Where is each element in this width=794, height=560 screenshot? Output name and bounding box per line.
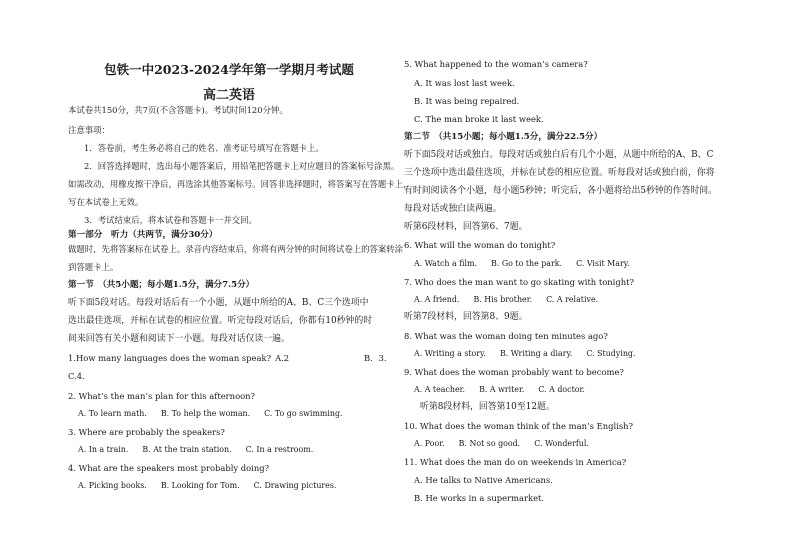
section1-text-cont: 选出最佳选项，并标在试卷的相应位置。听完每段对话后，你都有10秒钟的时 [68,316,373,326]
question-4-option-b: B. Looking for Tom. [160,481,240,490]
exam-title: 包铁一中2023-2024学年第一学期月考试题 [104,62,354,77]
question-3: 3. Where are probably the speakers? [68,427,225,437]
part1-heading: 第一部分 听力（共两节，满分30分） [68,230,218,240]
listen-instruction-7: 听第7段材料，回答第8、9题。 [404,312,528,322]
question-11-option-a: A. He talks to Native Americans. [414,475,553,485]
question-10-option-c: C. Wonderful. [534,439,589,448]
question-1-option-b: B．3． [364,353,393,363]
question-2-options [78,408,343,420]
section2-text-3: 有时间阅读各个小题，每小题5秒钟；听完后，各小题将给出5秒钟的作答时间。 [404,186,718,196]
question-5: 5. What happened to the woman’s camera? [404,59,588,69]
section1-text: 听下面5段对话。每段对话后有一个小题，从题中所给的A、B、C三个选项中 [68,298,369,308]
question-6: 6. What will the woman do tonight? [404,240,556,250]
question-3-option-c: C. In a restroom. [245,445,314,454]
question-4-option-c: C. Drawing pictures. [253,481,337,490]
section2-text-2: 三个选项中选出最佳选项，并标在试卷的相应位置。听每段对话或独白前，你将 [404,168,715,178]
question-8-option-b: B. Writing a diary. [499,349,573,358]
question-7-options [414,294,598,306]
question-9-option-c: C. A doctor. [538,385,585,394]
question-7-option-a: A. A friend. [414,295,460,304]
section2-text-4: 每段对话或独白读两遍。 [404,204,502,214]
question-8-option-c: C. Studying. [586,349,636,358]
question-6-option-a: A. Watch a film. [414,259,478,268]
question-4: 4. What are the speakers most probably doing? [68,463,270,473]
question-6-option-c: C. Visit Mary. [576,259,630,268]
notice-item-2-cont: 如需改动，用橡皮擦干净后，再选涂其他答案标号。回答非选择题时，将答案写在答题卡上， [68,179,412,189]
exam-intro: 本试卷共150分，共7页(不含答题卡)。考试时间120分钟。 [68,105,288,115]
question-2-option-a: A. To learn math. [78,409,147,418]
question-9: 9. What does the woman probably want to become? [404,367,624,377]
exam-subtitle: 高二英语 [202,88,255,103]
notice-item-1: 1．答卷前，考生务必将自己的姓名、准考证号填写在答题卡上。 [84,143,324,153]
question-6-option-b: B. Go to the park. [491,259,563,268]
notice-heading: 注意事项： [68,125,110,135]
question-7-option-b: B. His brother. [473,295,533,304]
section1-heading: 第一节 （共5小题；每小题1.5分，满分7.5分） [68,280,255,290]
question-6-options [414,258,630,270]
question-10-option-b: B. Not so good. [458,439,521,448]
question-1-option-c: C.4． [68,371,91,381]
listen-instruction-8: 听第8段材料，回答第10至12题。 [420,402,555,412]
question-9-option-a: A. A teacher. [414,385,466,394]
question-5-option-b: B. It was being repaired. [414,96,520,106]
question-9-options [414,384,585,396]
question-10-options [414,438,589,450]
question-1-text: 1.How many languages does the woman speak? [68,353,272,363]
question-4-options [78,480,336,492]
question-1-option-a: A.2 [275,353,290,363]
question-8-option-a: A. Writing a story. [414,349,486,358]
question-2-option-b: B. To help the woman. [160,409,251,418]
section2-text: 听下面5段对话或独白。每段对话或独白后有几个小题，从题中所给的A、B、C [404,150,714,160]
part1-text-cont: 到答题卡上。 [68,262,119,272]
question-7-option-c: C. A relative. [546,295,599,304]
notice-item-2-end: 写在本试卷上无效。 [68,197,144,207]
question-8: 8. What was the woman doing ten minutes ago? [404,331,608,341]
question-9-option-b: B. A writer. [479,385,525,394]
question-10: 10. What does the woman think of the man’s English? [404,421,634,431]
question-1 [68,352,289,364]
notice-item-2: 2．回答选择题时，选出每小题答案后，用铅笔把答题卡上对应题目的答案标号涂黑。 [84,161,400,171]
question-10-option-a: A. Poor. [414,439,445,448]
question-3-option-a: A. In a train. [78,445,129,454]
question-2-option-c: C. To go swimming. [264,409,343,418]
question-2: 2. What’s the man’s plan for this afternoon? [68,391,256,401]
question-3-options [78,444,313,456]
question-3-option-b: B. At the train station. [142,445,232,454]
section2-heading: 第二节 （共15小题；每小题1.5分，满分22.5分） [404,132,603,142]
question-7: 7. Who does the man want to go skating with tonight? [404,277,634,287]
question-5-option-c: C. The man broke it last week. [414,114,544,124]
section1-text-end: 间来回答有关小题和阅读下一小题。每段对话仅读一遍。 [68,334,290,344]
question-11-option-b: B. He works in a supermarket. [414,493,545,503]
question-11: 11. What does the man do on weekends in America? [404,457,627,467]
part1-text: 做题时，先将答案标在试卷上。录音内容结束后，你将有两分钟的时间将试卷上的答案转涂 [68,244,403,254]
question-5-option-a: A. It was lost last week. [414,78,515,88]
notice-item-3: 3．考试结束后，将本试卷和答题卡一并交回。 [84,215,257,225]
listen-instruction-6: 听第6段材料，回答第6、7题。 [404,222,528,232]
question-4-option-a: A. Picking books. [78,481,147,490]
question-8-options [414,348,635,360]
